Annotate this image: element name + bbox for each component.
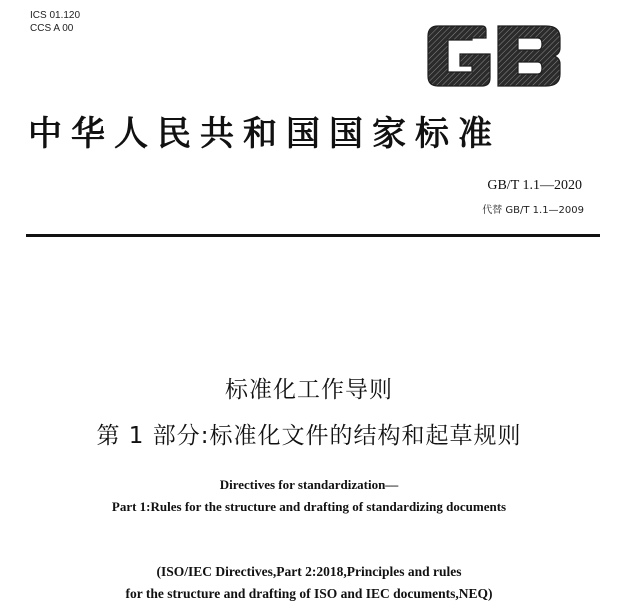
iso-reference-line-1: (ISO/IEC Directives,Part 2:2018,Principles and rules (156, 564, 462, 579)
national-standard-title: 中华人民共和国国家标准 (28, 114, 501, 154)
english-title-line-1: Directives for standardization— (219, 477, 399, 492)
gb-logo (424, 24, 564, 88)
replaces-standard: 代替 GB/T 1.1—2009 (482, 205, 584, 216)
ics-code: ICS 01.120 (30, 10, 81, 21)
english-title-line-2: Part 1:Rules for the structure and drafting of standardizing documents (111, 499, 507, 514)
iso-reference-line-2: for the structure and drafting of ISO and IEC documents,NEQ) (125, 586, 493, 601)
chinese-title-line-2: 第 1 部分:标准化文件的结构和起草规则 (96, 423, 522, 449)
chinese-title-line-1: 标准化工作导则 (225, 377, 393, 403)
header-divider (26, 234, 600, 237)
classification-codes (30, 9, 80, 35)
standard-code: GB/T 1.1—2020 (487, 178, 582, 193)
ccs-code: CCS A 00 (30, 23, 74, 34)
logo-text: GB (424, 24, 426, 25)
